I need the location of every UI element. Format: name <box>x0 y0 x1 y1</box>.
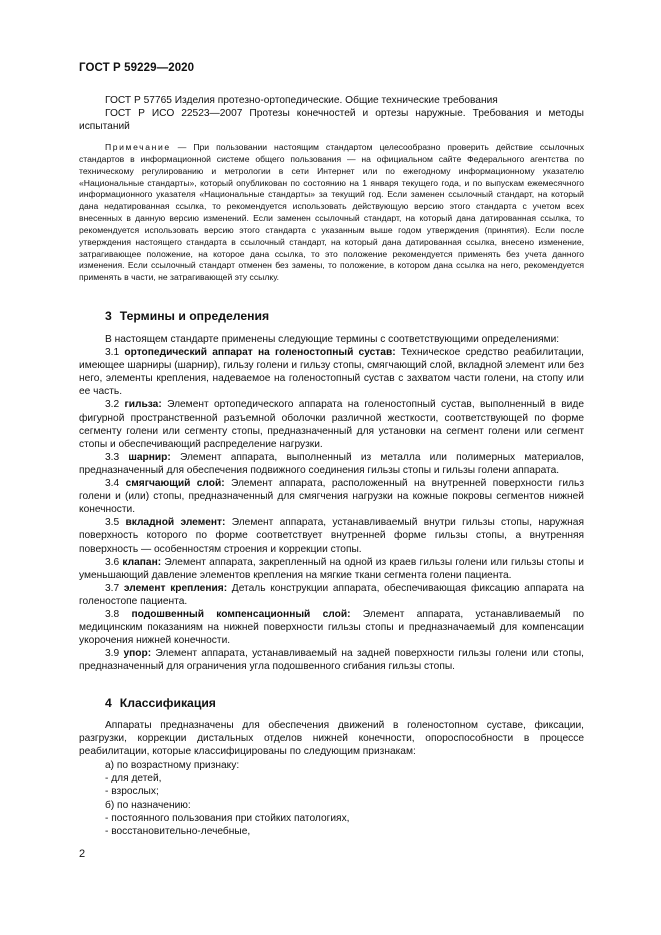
reference-item: ГОСТ Р ИСО 22523—2007 Протезы конечностей и ортезы наружные. Требования и методы испытаний <box>79 108 584 132</box>
term-name: смягчающий слой: <box>125 478 225 490</box>
section-4-intro <box>79 719 584 758</box>
section-title: Классификация <box>119 696 216 710</box>
term-definition: 3.7 элемент крепления: Деталь конструкции аппарата, обеспечивающая фиксацию аппарата на голеностопе пациента. <box>79 582 584 607</box>
list-item: - восстановительно-лечебные, <box>105 826 251 838</box>
term-definition: 3.2 гильза: Элемент ортопедического аппарата на голеностопный сустав, выполненный в виде фигурной пространственной разъемной оболочки различной жесткости, соответствующей по форме сегменту голени или сегменту стопы, предназначенный для установки на сегмент голени или сегмент стопы и обеспечивающий распределение нагрузки. <box>79 399 584 450</box>
section-3-heading <box>105 309 269 323</box>
term-definition: 3.9 упор: Элемент аппарата, устанавливаемый на задней поверхности гильзы голени или стопы, предназначенный для ограничения угла подошвенного сгибания гильзы стопы. <box>79 648 584 673</box>
note-label: Примечание <box>105 142 171 152</box>
list-item: а) по возрастному признаку: <box>105 760 240 771</box>
term-definition: 3.1 ортопедический аппарат на голеностопный сустав: Техническое средство реабилитации, имеющее шарниры (шарнир), гильзу голени и гильзу стопы, смягчающий слой, вкладной элемент или без него, элементы крепления, надеваемое на голеностопный сустав с захватом части голени, на стопу или ее часть. <box>79 347 584 398</box>
note-text: — При пользовании настоящим стандартом целесообразно проверить действие ссылочных стандартов в информационной системе общего пользования — на официальном сайте Федерального агентства по техническому регулированию и метрологии в сети Интернет или по ежегодному информационному указателю «Национальные стандарты», который опубликован по состоянию на 1 января текущего года, и по выпускам ежемесячного информационного указателя «Национальные стандарты» за текущий год. Если заменен ссылочный стандарт, на который дана недатированная ссылка, то рекомендуется использовать действующую версию этого стандарта с учетом всех внесенных в данную версию изменений. Если заменен ссылочный стандарт, на который дана датированная ссылка, то рекомендуется использовать версию этого стандарта с указанным выше годом утверждения (принятия). Если после утверждения настоящего стандарта в ссылочный стандарт, на который дана датированная ссылка, внесено изменение, затрагивающее положение, на которое дана ссылка, то это положение рекомендуется применять без учета данного изменения. Если ссылочный стандарт отменен без замены, то положение, в котором дана ссылка на него, рекомендуется применять в части, не затрагивающей эту ссылку. <box>79 142 584 283</box>
term-name: вкладной элемент: <box>125 517 226 529</box>
reference-item: ГОСТ Р 57765 Изделия протезно-ортопедические. Общие технические требования <box>105 95 498 106</box>
term-definition: 3.4 смягчающий слой: Элемент аппарата, расположенный на внутренней поверхности гильз голени и (или) стопы, предназначенный для смягчения нагрузки на кожные покровы сегментов нижней конечности. <box>79 478 584 516</box>
term-name: гильза: <box>124 399 162 411</box>
term-definition: 3.3 шарнир: Элемент аппарата, выполненный из металла или полимерных материалов, предназначенный для обеспечения подвижного соединения гильзы стопы и гильзы голени аппарата. <box>79 451 584 476</box>
list-item: б) по назначению: <box>105 799 191 811</box>
section-number: 4 <box>105 696 112 710</box>
term-name: ортопедический аппарат на голеностопный сустав: <box>124 347 396 359</box>
term-definition: 3.5 вкладной элемент: Элемент аппарата, устанавливаемый внутри гильзы стопы, наружная поверхность которого по форме соответствует внутренней форме гильзы стопы, а внутренняя поверхность — особенностям строения и коррекции стопы. <box>79 517 584 555</box>
section-intro: Аппараты предназначены для обеспечения движений в голеностопном суставе, фиксации, разгрузки, коррекции дистальных отделов нижней конечности, опороспособности в процессе реабилитации, которые классифицированы по следующим признакам: <box>79 720 584 758</box>
term-name: элемент крепления: <box>123 582 228 594</box>
section-4-heading <box>105 696 216 710</box>
section-title: Термины и определения <box>119 309 270 323</box>
term-name: клапан: <box>122 556 162 568</box>
list-item: - постоянного пользования при стойких патологиях, <box>105 812 350 824</box>
list-item: - для детей, <box>105 773 162 785</box>
page-number: 2 <box>79 848 86 860</box>
term-name: подошвенный компенсационный слой: <box>131 608 351 620</box>
term-name: шарнир: <box>128 451 171 463</box>
document-header: ГОСТ Р 59229—2020 <box>79 62 195 74</box>
term-definition: 3.8 подошвенный компенсационный слой: Элемент аппарата, устанавливаемый по медицинским показаниям на нижней поверхности гильзы стопы и предназначаемый для компенсации укорочения нижней конечности. <box>79 608 584 647</box>
section-number: 3 <box>105 309 112 323</box>
list-item: - взрослых; <box>105 786 159 798</box>
normative-references <box>79 94 584 133</box>
term-definition: 3.6 клапан: Элемент аппарата, закрепленный на одной из краев гильзы голени или гильзы стопы и уменьшающий давление элементов крепления на мягкие ткани сегмента голени пациента. <box>79 556 584 581</box>
note-paragraph <box>79 142 584 284</box>
term-name: упор: <box>123 648 152 660</box>
section-3-body <box>79 333 584 673</box>
classification-list <box>79 759 584 838</box>
section-intro: В настоящем стандарте применены следующие термины с соответствующими определениями: <box>105 334 560 345</box>
